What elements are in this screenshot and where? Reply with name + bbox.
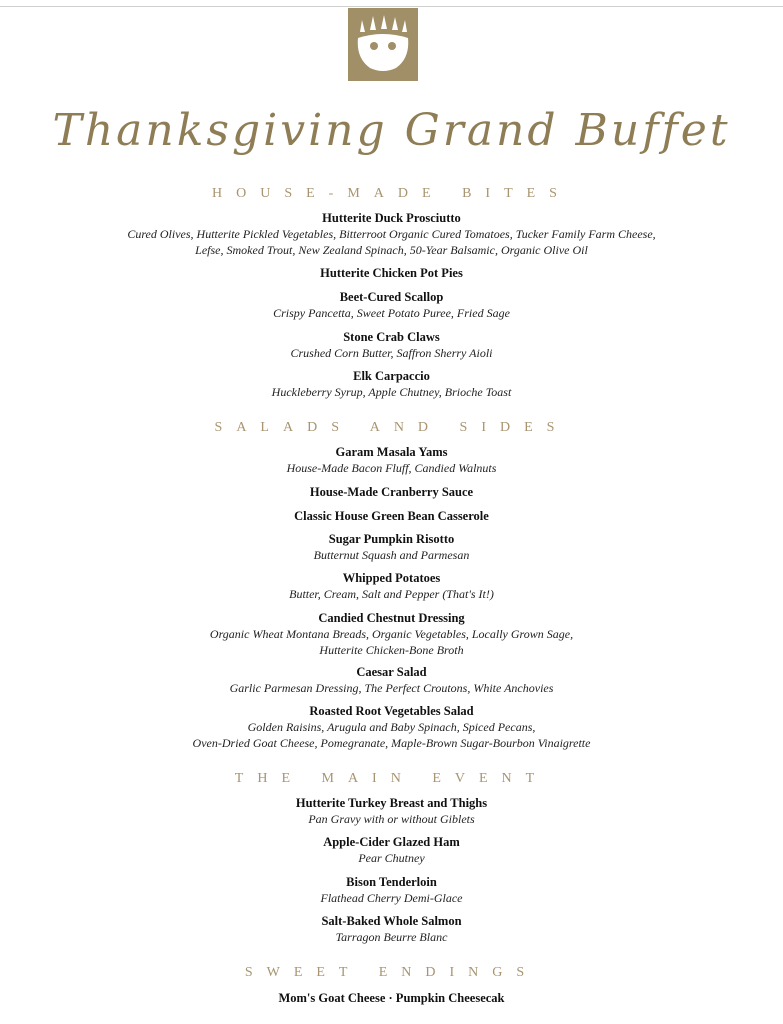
menu-item-description: Pear Chutney — [358, 851, 425, 865]
menu-item-name: Mom's Goat Cheese · Pumpkin Cheesecak — [278, 991, 505, 1005]
menu-item-description: Crispy Pancetta, Sweet Potato Puree, Fried Sage — [273, 306, 510, 320]
menu-item-name: Bison Tenderloin — [346, 875, 437, 889]
menu-item-name: Elk Carpaccio — [353, 369, 430, 383]
menu-item-description: Pan Gravy with or without Giblets — [308, 812, 475, 826]
menu-item-description: Hutterite Chicken-Bone Broth — [319, 643, 464, 657]
menu-item — [0, 329, 783, 361]
menu-item-name: Roasted Root Vegetables Salad — [309, 704, 474, 718]
menu-item-description: Organic Wheat Montana Breads, Organic Vegetables, Locally Grown Sage, — [209, 627, 574, 641]
menu-item — [0, 484, 783, 500]
menu-item-name: Hutterite Chicken Pot Pies — [320, 266, 463, 280]
top-divider — [0, 6, 783, 7]
menu-item — [0, 265, 783, 281]
menu-item-name: Garam Masala Yams — [335, 445, 448, 459]
menu-item-name: Salt-Baked Whole Salmon — [321, 914, 462, 928]
menu-item — [0, 570, 783, 602]
menu-item-description: Golden Raisins, Arugula and Baby Spinach, Spiced Pecans, — [247, 720, 536, 734]
menu-item-description: Oven-Dried Goat Cheese, Pomegranate, Maple-Brown Sugar-Bourbon Vinaigrette — [192, 736, 591, 750]
menu-item-description: Huckleberry Syrup, Apple Chutney, Brioche Toast — [271, 385, 512, 399]
menu-item-description: Cured Olives, Hutterite Pickled Vegetables, Bitterroot Organic Cured Tomatoes, Tucker Family Farm Cheese, — [127, 227, 656, 241]
menu-item — [0, 368, 783, 400]
menu-item — [0, 703, 783, 751]
menu-item — [0, 990, 783, 1006]
menu-item-description: Lefse, Smoked Trout, New Zealand Spinach, 50-Year Balsamic, Organic Olive Oil — [195, 243, 588, 257]
menu-item — [0, 210, 783, 258]
menu-item — [0, 664, 783, 696]
logo — [348, 8, 418, 81]
menu-title: Thanksgiving Grand Buffet — [52, 105, 731, 156]
menu-item-name: Candied Chestnut Dressing — [318, 611, 465, 625]
section-heading: THE MAIN EVENT — [234, 771, 549, 786]
menu-item — [0, 508, 783, 524]
menu-item-description: House-Made Bacon Fluff, Candied Walnuts — [286, 461, 497, 475]
menu-item-description: Garlic Parmesan Dressing, The Perfect Croutons, White Anchovies — [229, 681, 554, 695]
menu-item-name: Sugar Pumpkin Risotto — [328, 532, 455, 546]
menu-item-name: Hutterite Turkey Breast and Thighs — [295, 796, 488, 810]
bear-paw-icon — [348, 8, 418, 81]
menu-item-description: Butter, Cream, Salt and Pepper (That's It!) — [289, 587, 494, 601]
menu-item — [0, 913, 783, 945]
menu-item-name: Hutterite Duck Prosciutto — [322, 211, 461, 225]
menu-item-name: Classic House Green Bean Casserole — [294, 509, 489, 523]
menu-item — [0, 289, 783, 321]
menu-item-name: House-Made Cranberry Sauce — [309, 485, 474, 499]
menu-item-name: Stone Crab Claws — [343, 330, 440, 344]
menu-item — [0, 610, 783, 658]
menu-item-description: Tarragon Beurre Blanc — [335, 930, 448, 944]
menu-item-description: Butternut Squash and Parmesan — [313, 548, 470, 562]
menu-item — [0, 531, 783, 563]
menu-item-name: Whipped Potatoes — [342, 571, 441, 585]
menu-item — [0, 874, 783, 906]
menu-item — [0, 795, 783, 827]
section-heading: SWEET ENDINGS — [244, 965, 539, 980]
menu-item-description: Crushed Corn Butter, Saffron Sherry Aioli — [290, 346, 493, 360]
menu-item — [0, 834, 783, 866]
menu-item-name: Caesar Salad — [356, 665, 427, 679]
section-heading: SALADS AND SIDES — [214, 420, 569, 435]
menu-item-description: Flathead Cherry Demi-Glace — [320, 891, 463, 905]
menu-item-name: Apple-Cider Glazed Ham — [323, 835, 460, 849]
section-heading: HOUSE-MADE BITES — [212, 186, 571, 201]
menu-item — [0, 444, 783, 476]
menu-item-name: Beet-Cured Scallop — [339, 290, 444, 304]
